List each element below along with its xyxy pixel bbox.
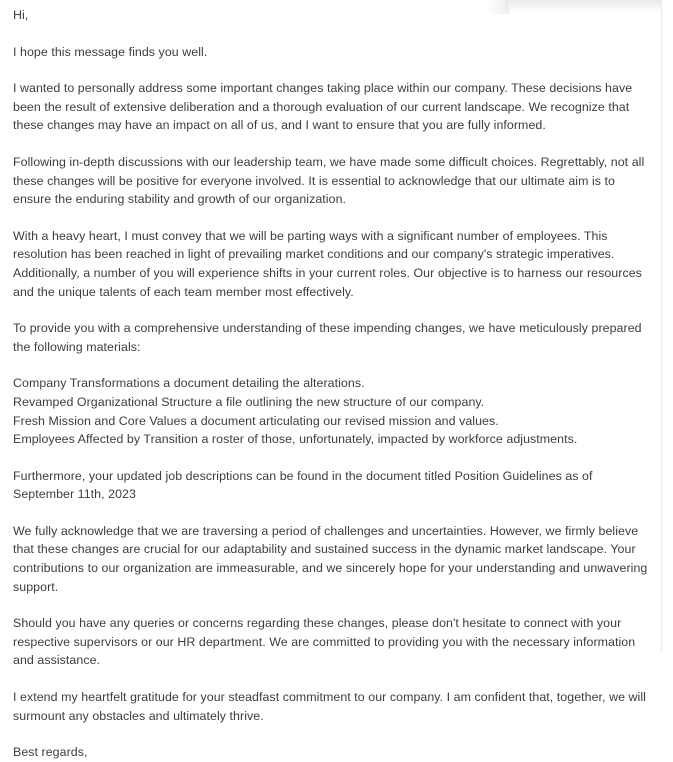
greeting-line: Hi, <box>13 8 29 22</box>
list-item: Company Transformations a document detailing the alterations. <box>13 376 365 391</box>
paragraph-acknowledgement: We fully acknowledge that we are traversing a period of challenges and uncertainties. However, we firmly believe that these changes are crucial for our adaptability and sustained success in the dynamic market landscape. Your contributions to our organization are immeasurable, and we sincerely hope for your understanding and unwavering support. <box>13 523 648 594</box>
paragraph-queries-hr: Should you have any queries or concerns regarding these changes, please don't hesitate to connect with your respective supervisors or our HR department. We are committed to providing you with the necessary information and assistance. <box>13 616 636 668</box>
paragraph-leadership-discussions: Following in-depth discussions with our leadership team, we have made some difficult choices. Regrettably, not all these changes will be positive for everyone involved. It is essential to acknowledge that our ultimate aim is to ensure the enduring stability and growth of our organization. <box>13 154 645 207</box>
paragraph-gratitude: I extend my heartfelt gratitude for your steadfast commitment to our company. I am confident that, together, we will surmount any obstacles and ultimately thrive. <box>13 690 646 723</box>
paragraph-layoffs: With a heavy heart, I must convey that we will be parting ways with a significant number of employees. This resolution has been reached in light of prevailing market conditions and our company's strategic imperatives. Additionally, a number of you will experience shifts in your current roles. Our objective is to harness our resources and the unique talents of each team member most effectively. <box>13 228 642 299</box>
list-item: Fresh Mission and Core Values a document articulating our revised mission and values. <box>13 413 499 428</box>
list-item: Revamped Organizational Structure a file outlining the new structure of our company. <box>13 394 485 409</box>
reading-pane-divider <box>661 0 662 652</box>
signoff-line: Best regards, <box>13 745 88 760</box>
paragraph-position-guidelines: Furthermore, your updated job descriptions can be found in the document titled Position Guidelines as of September 11th, 2023 <box>13 468 593 502</box>
materials-list <box>13 374 648 448</box>
list-item: Employees Affected by Transition a roster of those, unfortunately, impacted by workforce adjustments. <box>13 432 578 447</box>
paragraph-materials-intro: To provide you with a comprehensive understanding of these impending changes, we have meticulously prepared the following materials: <box>13 321 642 354</box>
reading-pane-gutter <box>662 0 673 652</box>
paragraph-changes-overview: I wanted to personally address some important changes taking place within our company. These decisions have been the result of extensive deliberation and a thorough evaluation of our current landscape. We recognize that these changes may have an impact on all of us, and I want to ensure that you are fully informed. <box>13 81 633 133</box>
paragraph-intro: I hope this message finds you well. <box>13 44 208 59</box>
